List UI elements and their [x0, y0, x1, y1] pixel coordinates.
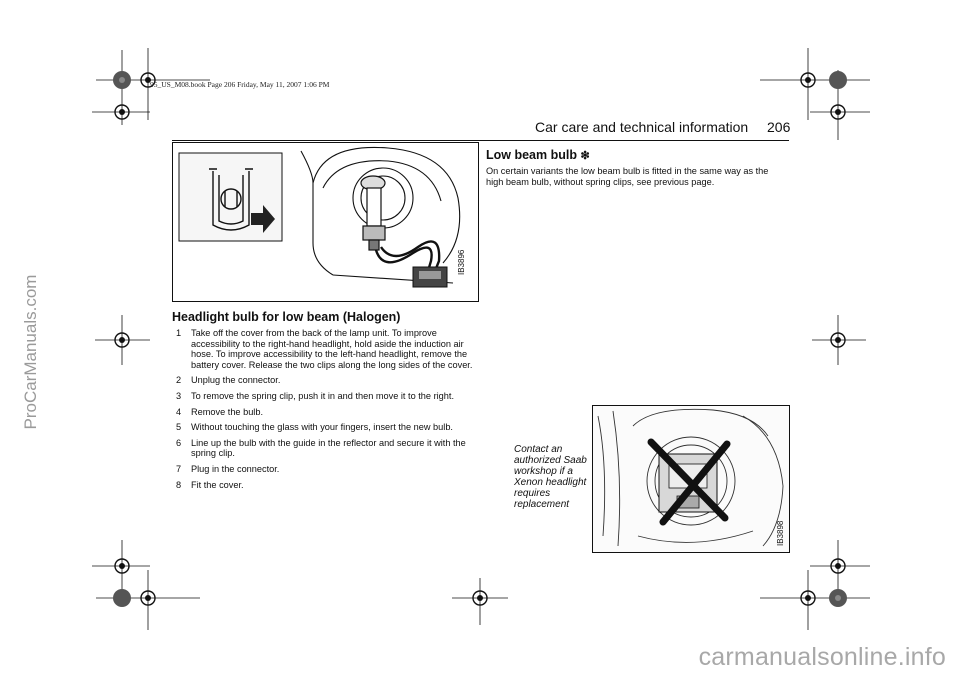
step-item [176, 328, 476, 370]
step-item [176, 422, 476, 433]
xenon-caption: Contact an authorized Saab workshop if a Xenon headlight requires replacement [514, 444, 587, 510]
halogen-bulb-illustration [172, 142, 479, 302]
step-text: Line up the bulb with the guide in the reflector and secure it with the spring clip. [191, 437, 466, 459]
side-watermark: ProCarManuals.com [21, 274, 40, 430]
heading-low-beam-bulb-text: Low beam bulb [486, 148, 577, 162]
bottom-watermark: carmanualsonline.info [698, 643, 946, 671]
section-title: Car care and technical information [535, 119, 749, 135]
step-number: 2 [176, 375, 182, 386]
step-number: 1 [176, 328, 182, 338]
step-number: 4 [176, 406, 182, 417]
step-text: Remove the bulb. [191, 406, 264, 417]
page-number: 206 [767, 119, 791, 135]
figure-code-left: IB3896 [457, 249, 466, 275]
step-number: 7 [176, 463, 182, 474]
step-text: Plug in the connector. [191, 463, 280, 474]
step-number: 3 [176, 390, 182, 401]
step-item [176, 407, 476, 418]
heading-low-beam-halogen: Headlight bulb for low beam (Halogen) [172, 310, 401, 324]
book-file-header: 95_US_M08.book Page 206 Friday, May 11, 2007 1:06 PM [150, 80, 330, 89]
step-text: Take off the cover from the back of the lamp unit. To improve accessibility to the right-hand headlight, hold aside the induction air hose. To improve accessibility to the left-hand headlight, remove the battery cover. Release the two clips along the long sides of the cover. [191, 328, 473, 370]
step-item [176, 480, 476, 491]
step-item [176, 464, 476, 475]
steps-list [176, 328, 476, 495]
xenon-headlight-drawing [593, 406, 789, 552]
step-number: 5 [176, 422, 182, 433]
xenon-headlight-illustration [592, 405, 790, 553]
step-text: Unplug the connector. [191, 375, 281, 386]
header-rule [172, 140, 789, 141]
low-beam-body: On certain variants the low beam bulb is fitted in the same way as the high beam bulb, without spring clips, see previous page. [486, 166, 769, 187]
figure-code-right: IB3898 [776, 520, 785, 546]
step-text: Fit the cover. [191, 479, 244, 490]
halogen-bulb-drawing [173, 143, 478, 301]
step-item [176, 391, 476, 402]
step-item [176, 438, 476, 459]
heading-low-beam-bulb [486, 148, 590, 162]
snowflake-icon: ❇ [580, 150, 590, 162]
step-item [176, 375, 476, 386]
step-number: 8 [176, 479, 182, 490]
step-text: Without touching the glass with your fingers, insert the new bulb. [191, 422, 453, 433]
step-text: To remove the spring clip, push it in and then move it to the right. [191, 390, 455, 401]
step-number: 6 [176, 437, 182, 448]
